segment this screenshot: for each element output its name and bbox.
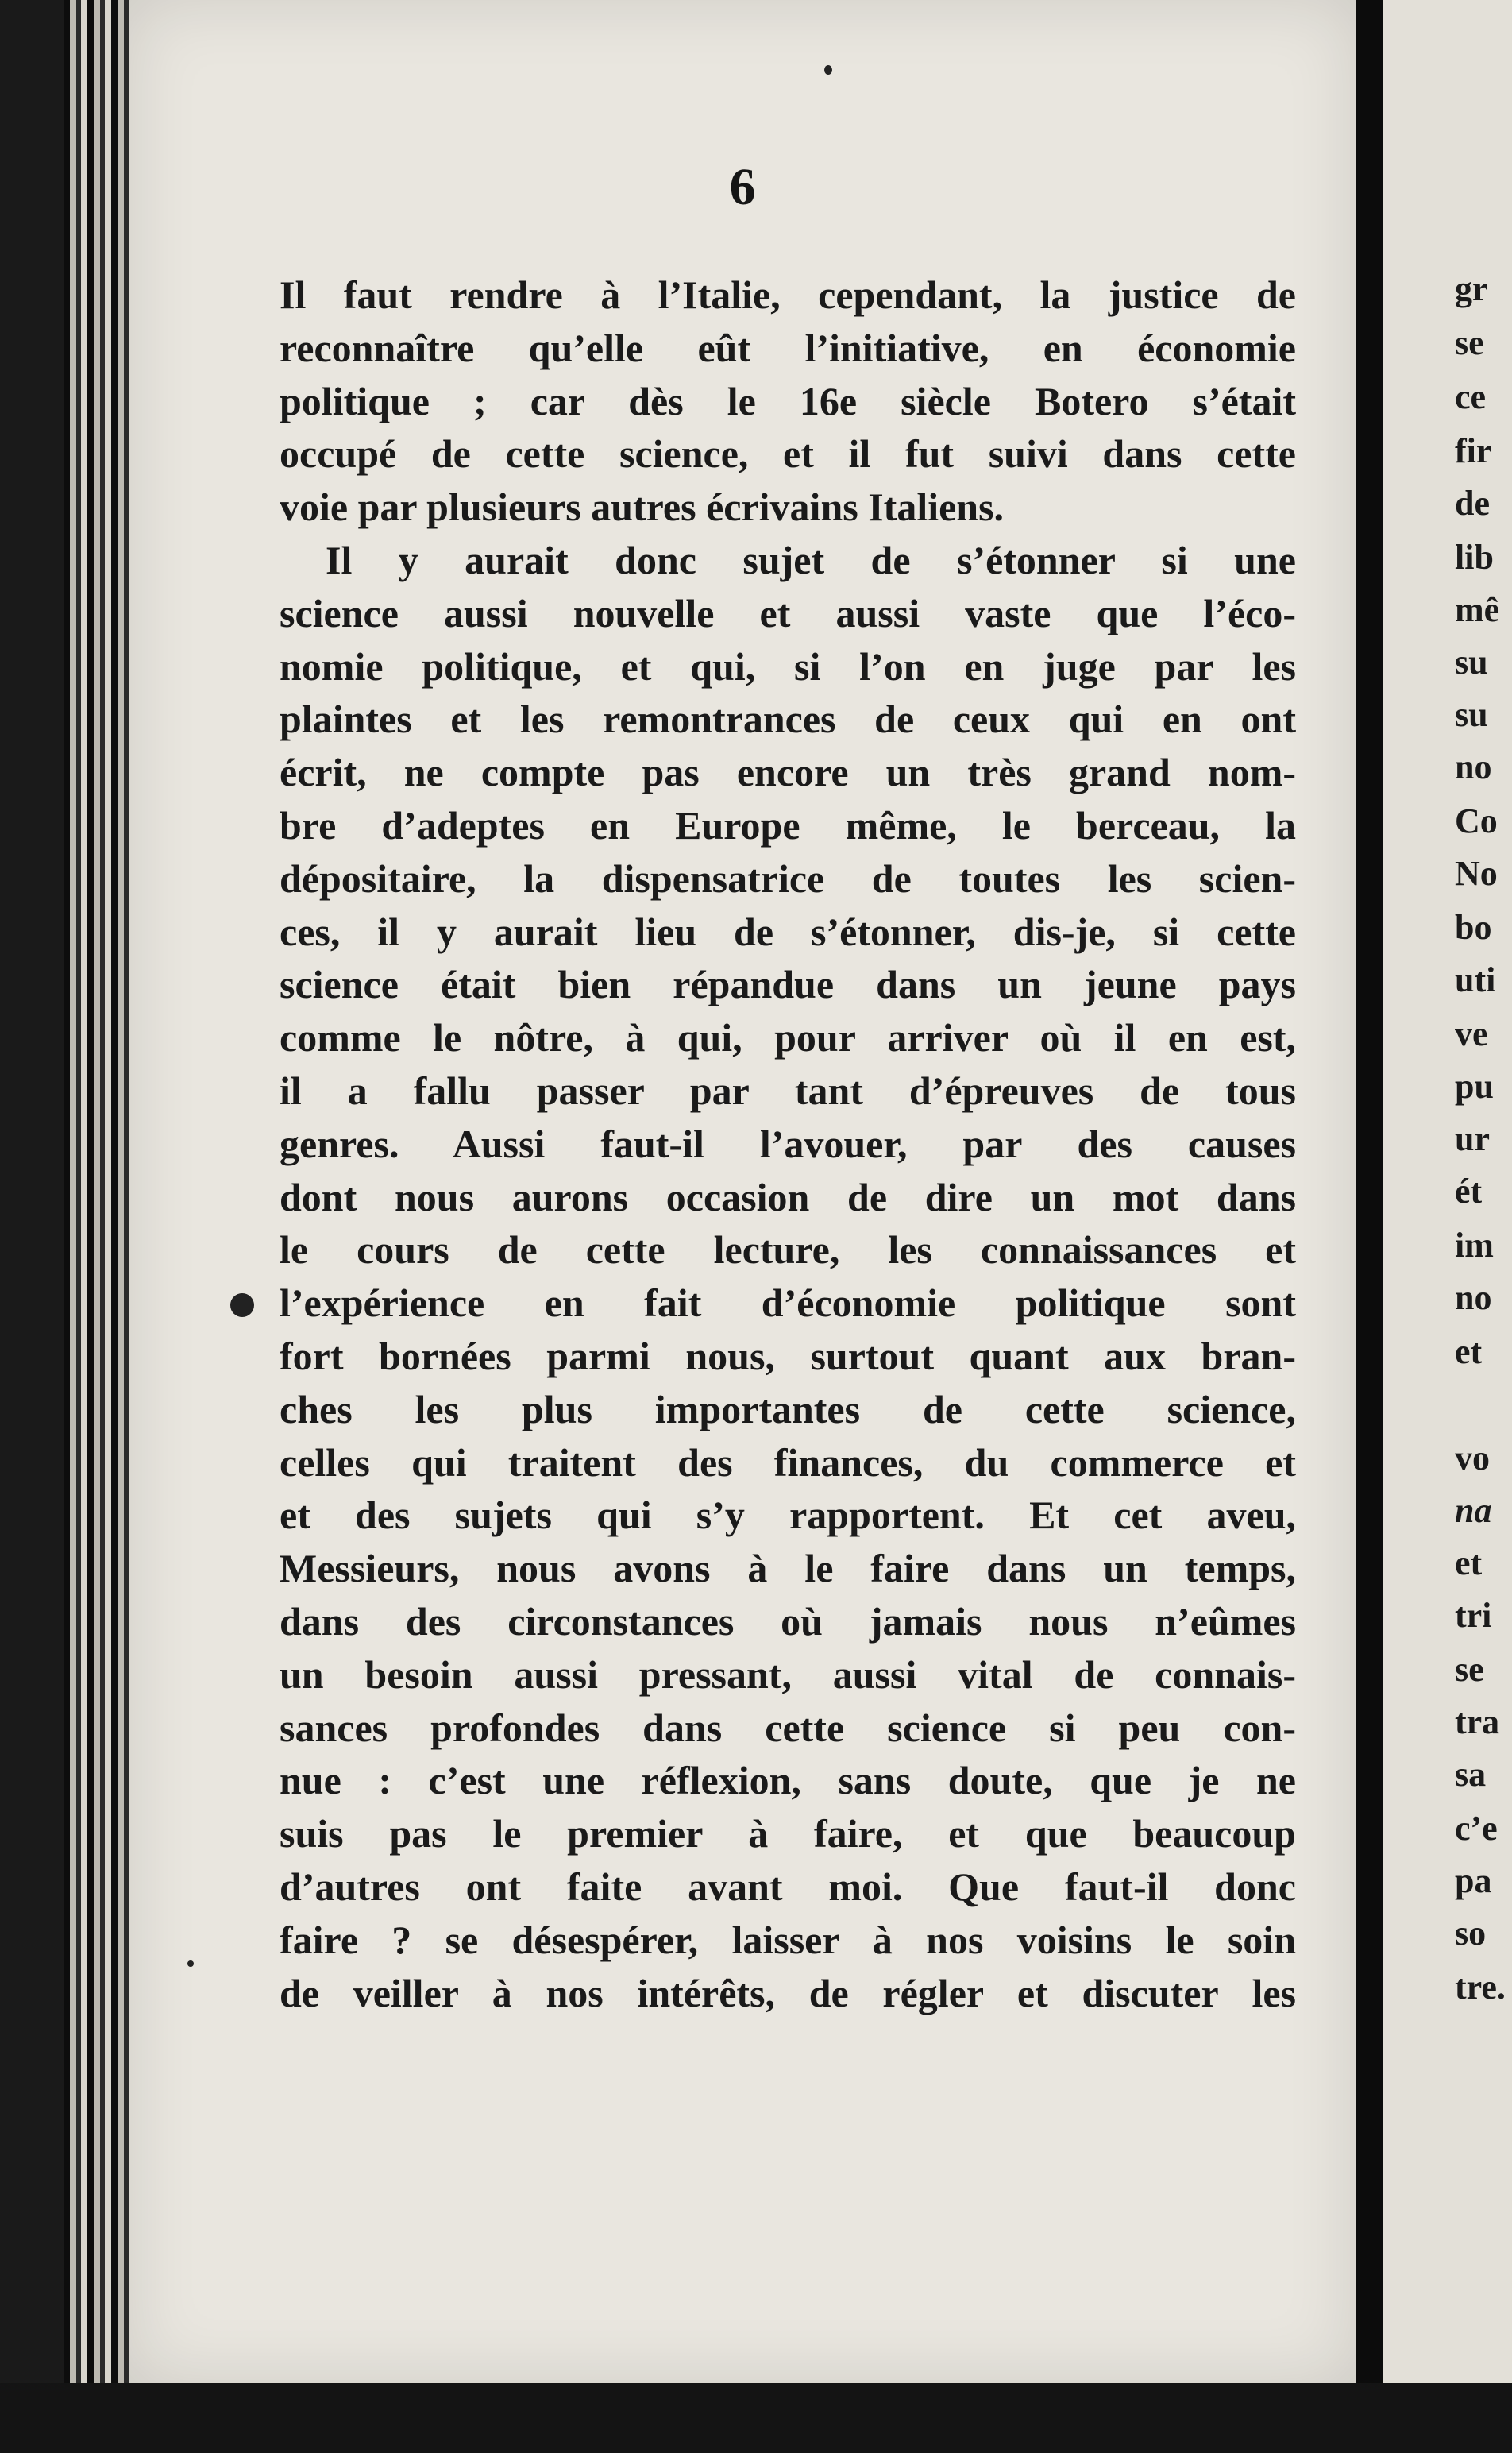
adjacent-page-fragment: mê: [1455, 590, 1500, 629]
book-binding-edge: [64, 0, 129, 2391]
text-line: voie par plusieurs autres écrivains Italiens.: [280, 485, 1005, 530]
ink-speck-decoration: [187, 1960, 194, 1967]
adjacent-page-fragment: no: [1455, 1278, 1492, 1317]
adjacent-page-fragment: im: [1455, 1226, 1494, 1265]
page-gutter-shadow: [1356, 0, 1383, 2391]
adjacent-page-fragment: No: [1455, 854, 1498, 893]
adjacent-page-fragment: ve: [1455, 1014, 1488, 1053]
adjacent-page-fragment: et: [1455, 1543, 1483, 1582]
text-line: occupé de cette science, et il fut suivi dans cette: [280, 431, 1296, 477]
text-line: il a fallu passer par tant d’épreuves de tous: [280, 1068, 1296, 1113]
adjacent-page-fragment: su: [1455, 643, 1488, 682]
text-line: Il y aurait donc sujet de s’étonner si une: [326, 537, 1296, 582]
page-number: 6: [729, 158, 756, 216]
text-line: celles qui traitent des finances, du commerce et: [280, 1439, 1296, 1485]
text-line: dans des circonstances où jamais nous n’eûmes: [280, 1598, 1296, 1644]
adjacent-page-fragment: sa: [1455, 1755, 1487, 1794]
adjacent-page-fragment: bo: [1455, 908, 1492, 947]
text-line: nue : c’est une réflexion, sans doute, que je ne: [280, 1758, 1296, 1803]
adjacent-page-edge: [1383, 0, 1512, 2391]
text-line: de veiller à nos intérêts, de régler et discuter les: [280, 1970, 1296, 2015]
adjacent-page-fragment: tri: [1455, 1596, 1492, 1635]
text-line: dont nous aurons occasion de dire un mot dans: [280, 1174, 1296, 1219]
adjacent-page-fragment: Co: [1455, 802, 1498, 840]
text-line: fort bornées parmi nous, surtout quant aux bran-: [280, 1333, 1296, 1378]
text-line: le cours de cette lecture, les connaissances et: [280, 1227, 1296, 1273]
text-line: Il faut rendre à l’Italie, cependant, la justice de: [280, 272, 1296, 317]
text-line: et des sujets qui s’y rapportent. Et cet aveu,: [280, 1493, 1296, 1538]
text-line: suis pas le premier à faire, et que beaucoup: [280, 1811, 1296, 1856]
adjacent-page-fragment: pu: [1455, 1067, 1494, 1106]
adjacent-page-fragment: lib: [1455, 538, 1494, 577]
text-line: Messieurs, nous avons à le faire dans un temps,: [280, 1546, 1296, 1591]
adjacent-page-fragment: ét: [1455, 1172, 1483, 1211]
adjacent-page-fragment: so: [1455, 1914, 1487, 1953]
text-line: ches les plus importantes de cette science,: [280, 1386, 1296, 1431]
text-line: dépositaire, la dispensatrice de toutes les scien-: [280, 856, 1296, 901]
adjacent-page-fragment: no: [1455, 747, 1492, 786]
text-line: bre d’adeptes en Europe même, le berceau, la: [280, 802, 1296, 848]
adjacent-page-fragment: et: [1455, 1332, 1483, 1371]
adjacent-page-fragment: su: [1455, 695, 1488, 734]
text-line: d’autres ont faite avant moi. Que faut-il donc: [280, 1864, 1296, 1909]
text-line: politique ; car dès le 16e siècle Botero s’était: [280, 378, 1296, 423]
adjacent-page-fragment: pa: [1455, 1861, 1492, 1900]
text-line: un besoin aussi pressant, aussi vital de connais-: [280, 1651, 1296, 1697]
text-line: genres. Aussi faut-il l’avouer, par des causes: [280, 1121, 1296, 1166]
adjacent-page-fragment: fir: [1455, 431, 1492, 470]
scanner-background: [0, 2383, 1512, 2453]
book-page: [129, 0, 1356, 2383]
text-line: science aussi nouvelle et aussi vaste que l’éco-: [280, 590, 1296, 635]
adjacent-page-fragment: tre.: [1455, 1968, 1506, 2007]
text-line: écrit, ne compte pas encore un très grand nom-: [280, 750, 1296, 795]
text-line: comme le nôtre, à qui, pour arriver où il en est,: [280, 1015, 1296, 1060]
ink-speck-decoration: [824, 65, 832, 75]
adjacent-page-fragment: vo: [1455, 1439, 1490, 1478]
text-line: l’expérience en fait d’économie politique sont: [280, 1281, 1296, 1326]
adjacent-page-fragment: se: [1455, 323, 1484, 362]
adjacent-page-fragment: uti: [1455, 960, 1496, 999]
body-text: [280, 268, 1296, 2019]
text-line: plaintes et les remontrances de ceux qui en ont: [280, 697, 1296, 742]
text-line: nomie politique, et qui, si l’on en juge par les: [280, 643, 1296, 689]
adjacent-page-fragment: na: [1455, 1491, 1492, 1530]
ink-blot-decoration: [230, 1293, 254, 1317]
adjacent-page-fragment: se: [1455, 1650, 1484, 1689]
adjacent-page-fragment: gr: [1455, 269, 1488, 308]
adjacent-page-fragment: tra: [1455, 1702, 1500, 1741]
text-line: faire ? se désespérer, laisser à nos voisins le soin: [280, 1917, 1296, 1962]
adjacent-page-fragment: de: [1455, 484, 1490, 523]
text-line: reconnaître qu’elle eût l’initiative, en économie: [280, 325, 1296, 370]
text-line: sances profondes dans cette science si peu con-: [280, 1705, 1296, 1750]
text-line: ces, il y aurait lieu de s’étonner, dis-je, si cette: [280, 909, 1296, 954]
adjacent-page-fragment: c’e: [1455, 1809, 1498, 1848]
text-line: science était bien répandue dans un jeune pays: [280, 962, 1296, 1007]
adjacent-page-fragment: ur: [1455, 1119, 1490, 1158]
adjacent-page-fragment: ce: [1455, 377, 1487, 416]
